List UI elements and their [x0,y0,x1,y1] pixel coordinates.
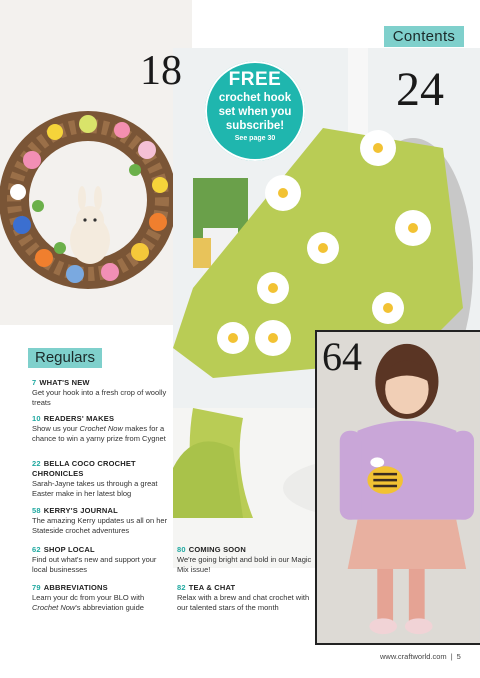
entry-heading [32,506,172,516]
entry-title: SHOP LOCAL [43,545,95,554]
entry-description: We're going bright and bold in our Magic Mix issue! [177,555,312,574]
entry-title: WHAT'S NEW [39,378,90,387]
entry-title-line-1: BELLA COCO CROCHET [43,459,136,468]
promo-headline: FREE [228,69,282,90]
feature-page-number-wreath: 18 [140,48,182,94]
entry-page-number: 62 [32,545,41,554]
entry-heading [32,414,172,424]
entry-title-line-2: CHRONICLES [32,469,84,478]
entry-desc-post: 's abbreviation guide [75,603,144,612]
entry-heading [32,583,172,593]
entry-page-number: 80 [177,545,186,554]
footer-page-number: 5 [456,652,461,661]
entry-heading [32,378,172,388]
entry-desc-magazine: Crochet Now [32,603,76,612]
entry-title: COMING SOON [188,545,246,554]
entry-heading [177,545,317,555]
entry-description: The amazing Kerry updates us all on her Stateside crochet adventures [32,516,168,535]
entry-desc-pre: Learn your dc from your BLO with [32,593,145,602]
promo-note: See page 30 [234,135,276,142]
entry-description [32,424,172,444]
contents-heading: Contents [384,26,464,47]
entry-page-number: 79 [32,583,41,592]
feature-page-number-blanket: 24 [396,63,444,116]
entry-title: KERRY'S JOURNAL [43,506,118,515]
entry-title: READERS' MAKES [43,414,115,423]
promo-line-3: subscribe! [225,120,285,132]
entry-heading [32,545,172,555]
regular-entry[interactable] [32,545,172,575]
entry-page-number: 10 [32,414,41,423]
regular-entry[interactable] [32,459,172,499]
entry-description [32,593,172,613]
entry-page-number: 7 [32,378,37,387]
entry-description: Find out what's new and support your local businesses [32,555,157,574]
entry-description: Sarah-Jayne takes us through a great Easter make in her latest blog [32,479,158,498]
page-footer [380,652,461,661]
regular-entry[interactable] [32,414,172,444]
regular-entry[interactable] [177,583,317,613]
entry-page-number: 82 [177,583,186,592]
footer-separator: | [450,652,453,661]
entry-title: TEA & CHAT [188,583,236,592]
entry-description: Get your hook into a fresh crop of woolly treats [32,388,167,407]
entry-description: Relax with a brew and chat crochet with our talented stars of the month [177,593,310,612]
entry-page-number: 22 [32,459,41,468]
entry-title: ABBREVIATIONS [43,583,108,592]
regular-entry[interactable] [32,506,172,536]
footer-website-link[interactable]: www.craftworld.com [380,652,447,661]
entry-desc-post: makes for a chance to win a yarny prize from Cygnet [32,424,166,443]
promo-line-2: set when you [218,106,292,118]
entry-page-number: 58 [32,506,41,515]
regular-entry[interactable] [32,378,172,408]
regular-entry[interactable] [32,583,172,613]
promo-line-1: crochet hook [218,92,292,104]
entry-desc-pre: Show us your [32,424,80,433]
feature-page-number-jumper: 64 [322,334,362,379]
regular-entry[interactable] [177,545,317,575]
subscription-promo-badge[interactable] [205,61,305,161]
entry-heading [32,459,172,469]
entry-desc-magazine: Crochet Now [79,424,123,433]
entry-heading [177,583,317,593]
regulars-heading: Regulars [28,348,102,368]
